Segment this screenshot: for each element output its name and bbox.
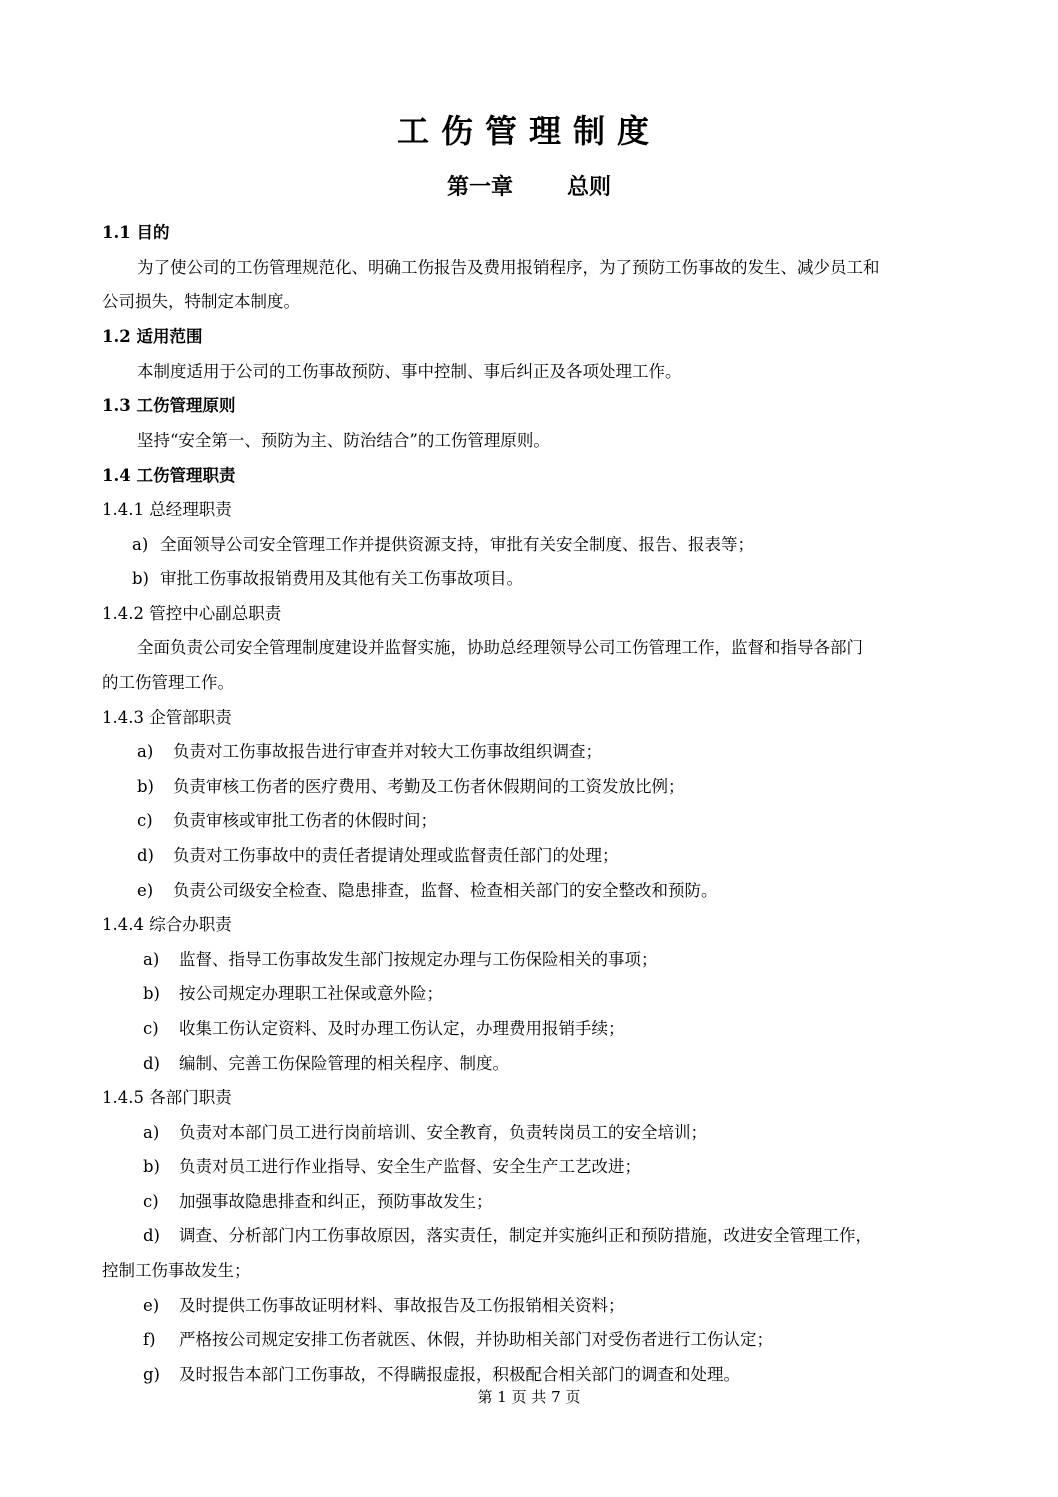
list-item-continuation: 控制工伤事故发生； [102,1261,251,1280]
paragraph: 公司损失，特制定本制度。 [102,292,300,311]
subsection-heading: 1.4.3 企管部职责 [102,708,232,727]
paragraph: 的工伤管理工作。 [102,673,234,692]
paragraph: 全面负责公司安全管理制度建设并监督实施，协助总经理领导公司工伤管理工作，监督和指导各部门 [137,638,863,657]
subsection-heading: 1.4.1 总经理职责 [102,500,232,519]
list-item: a) 监督、指导工伤事故发生部门按规定办理与工伤保险相关的事项； [143,950,658,969]
list-item: g) 及时报告本部门工伤事故，不得瞒报虚报，积极配合相关部门的调查和处理。 [143,1365,740,1384]
chapter-name: 总则 [567,174,612,200]
list-item: d) 编制、完善工伤保险管理的相关程序、制度。 [143,1054,509,1073]
subsection-heading: 1.4.5 各部门职责 [102,1088,232,1107]
list-item: c) 加强事故隐患排查和纠正，预防事故发生； [143,1192,493,1211]
paragraph: 本制度适用于公司的工伤事故预防、事中控制、事后纠正及各项处理工作。 [137,362,682,381]
list-item: b) 负责对员工进行作业指导、安全生产监督、安全生产工艺改进； [143,1157,641,1176]
list-item: a) 负责对工伤事故报告进行审查并对较大工伤事故组织调查； [137,742,602,761]
list-item: d) 负责对工伤事故中的责任者提请处理或监督责任部门的处理； [137,846,619,865]
section-heading: 1.3 工伤管理原则 [102,396,236,415]
chapter-heading [0,170,1058,201]
list-item: b) 审批工伤事故报销费用及其他有关工伤事故项目。 [132,569,523,588]
list-item: e) 及时提供工伤事故证明材料、事故报告及工伤报销相关资料； [143,1296,625,1315]
list-item: e) 负责公司级安全检查、隐患排查，监督、检查相关部门的安全整改和预防。 [137,881,718,900]
list-item: b) 负责审核工伤者的医疗费用、考勤及工伤者休假期间的工资发放比例； [137,777,685,796]
list-item: f) 严格按公司规定安排工伤者就医、休假，并协助相关部门对受伤者进行工伤认定； [143,1330,773,1349]
subsection-heading: 1.4.4 综合办职责 [102,915,232,934]
list-item: a) 全面领导公司安全管理工作并提供资源支持，审批有关安全制度、报告、报表等； [132,535,754,554]
document-title: 工伤管理制度 [396,112,661,150]
list-item: b) 按公司规定办理职工社保或意外险； [143,984,443,1003]
section-heading: 1.2 适用范围 [102,327,203,346]
chapter-number: 第一章 [446,174,513,200]
page-footer: 第 1 页 共 7 页 [477,1388,581,1406]
list-item: d) 调查、分析部门内工伤事故原因，落实责任，制定并实施纠正和预防措施，改进安全管理工作， [143,1226,872,1245]
section-heading: 1.4 工伤管理职责 [102,466,236,485]
subsection-heading: 1.4.2 管控中心副总职责 [102,604,282,623]
list-item: c) 收集工伤认定资料、及时办理工伤认定，办理费用报销手续； [143,1019,625,1038]
paragraph: 为了使公司的工伤管理规范化、明确工伤报告及费用报销程序，为了预防工伤事故的发生、减少员工和 [137,258,880,277]
list-item: c) 负责审核或审批工伤者的休假时间； [137,811,437,830]
paragraph: 坚持“安全第一、预防为主、防治结合”的工伤管理原则。 [137,431,550,450]
section-heading: 1.1 目的 [102,223,170,242]
list-item: a) 负责对本部门员工进行岗前培训、安全教育，负责转岗员工的安全培训； [143,1123,707,1142]
